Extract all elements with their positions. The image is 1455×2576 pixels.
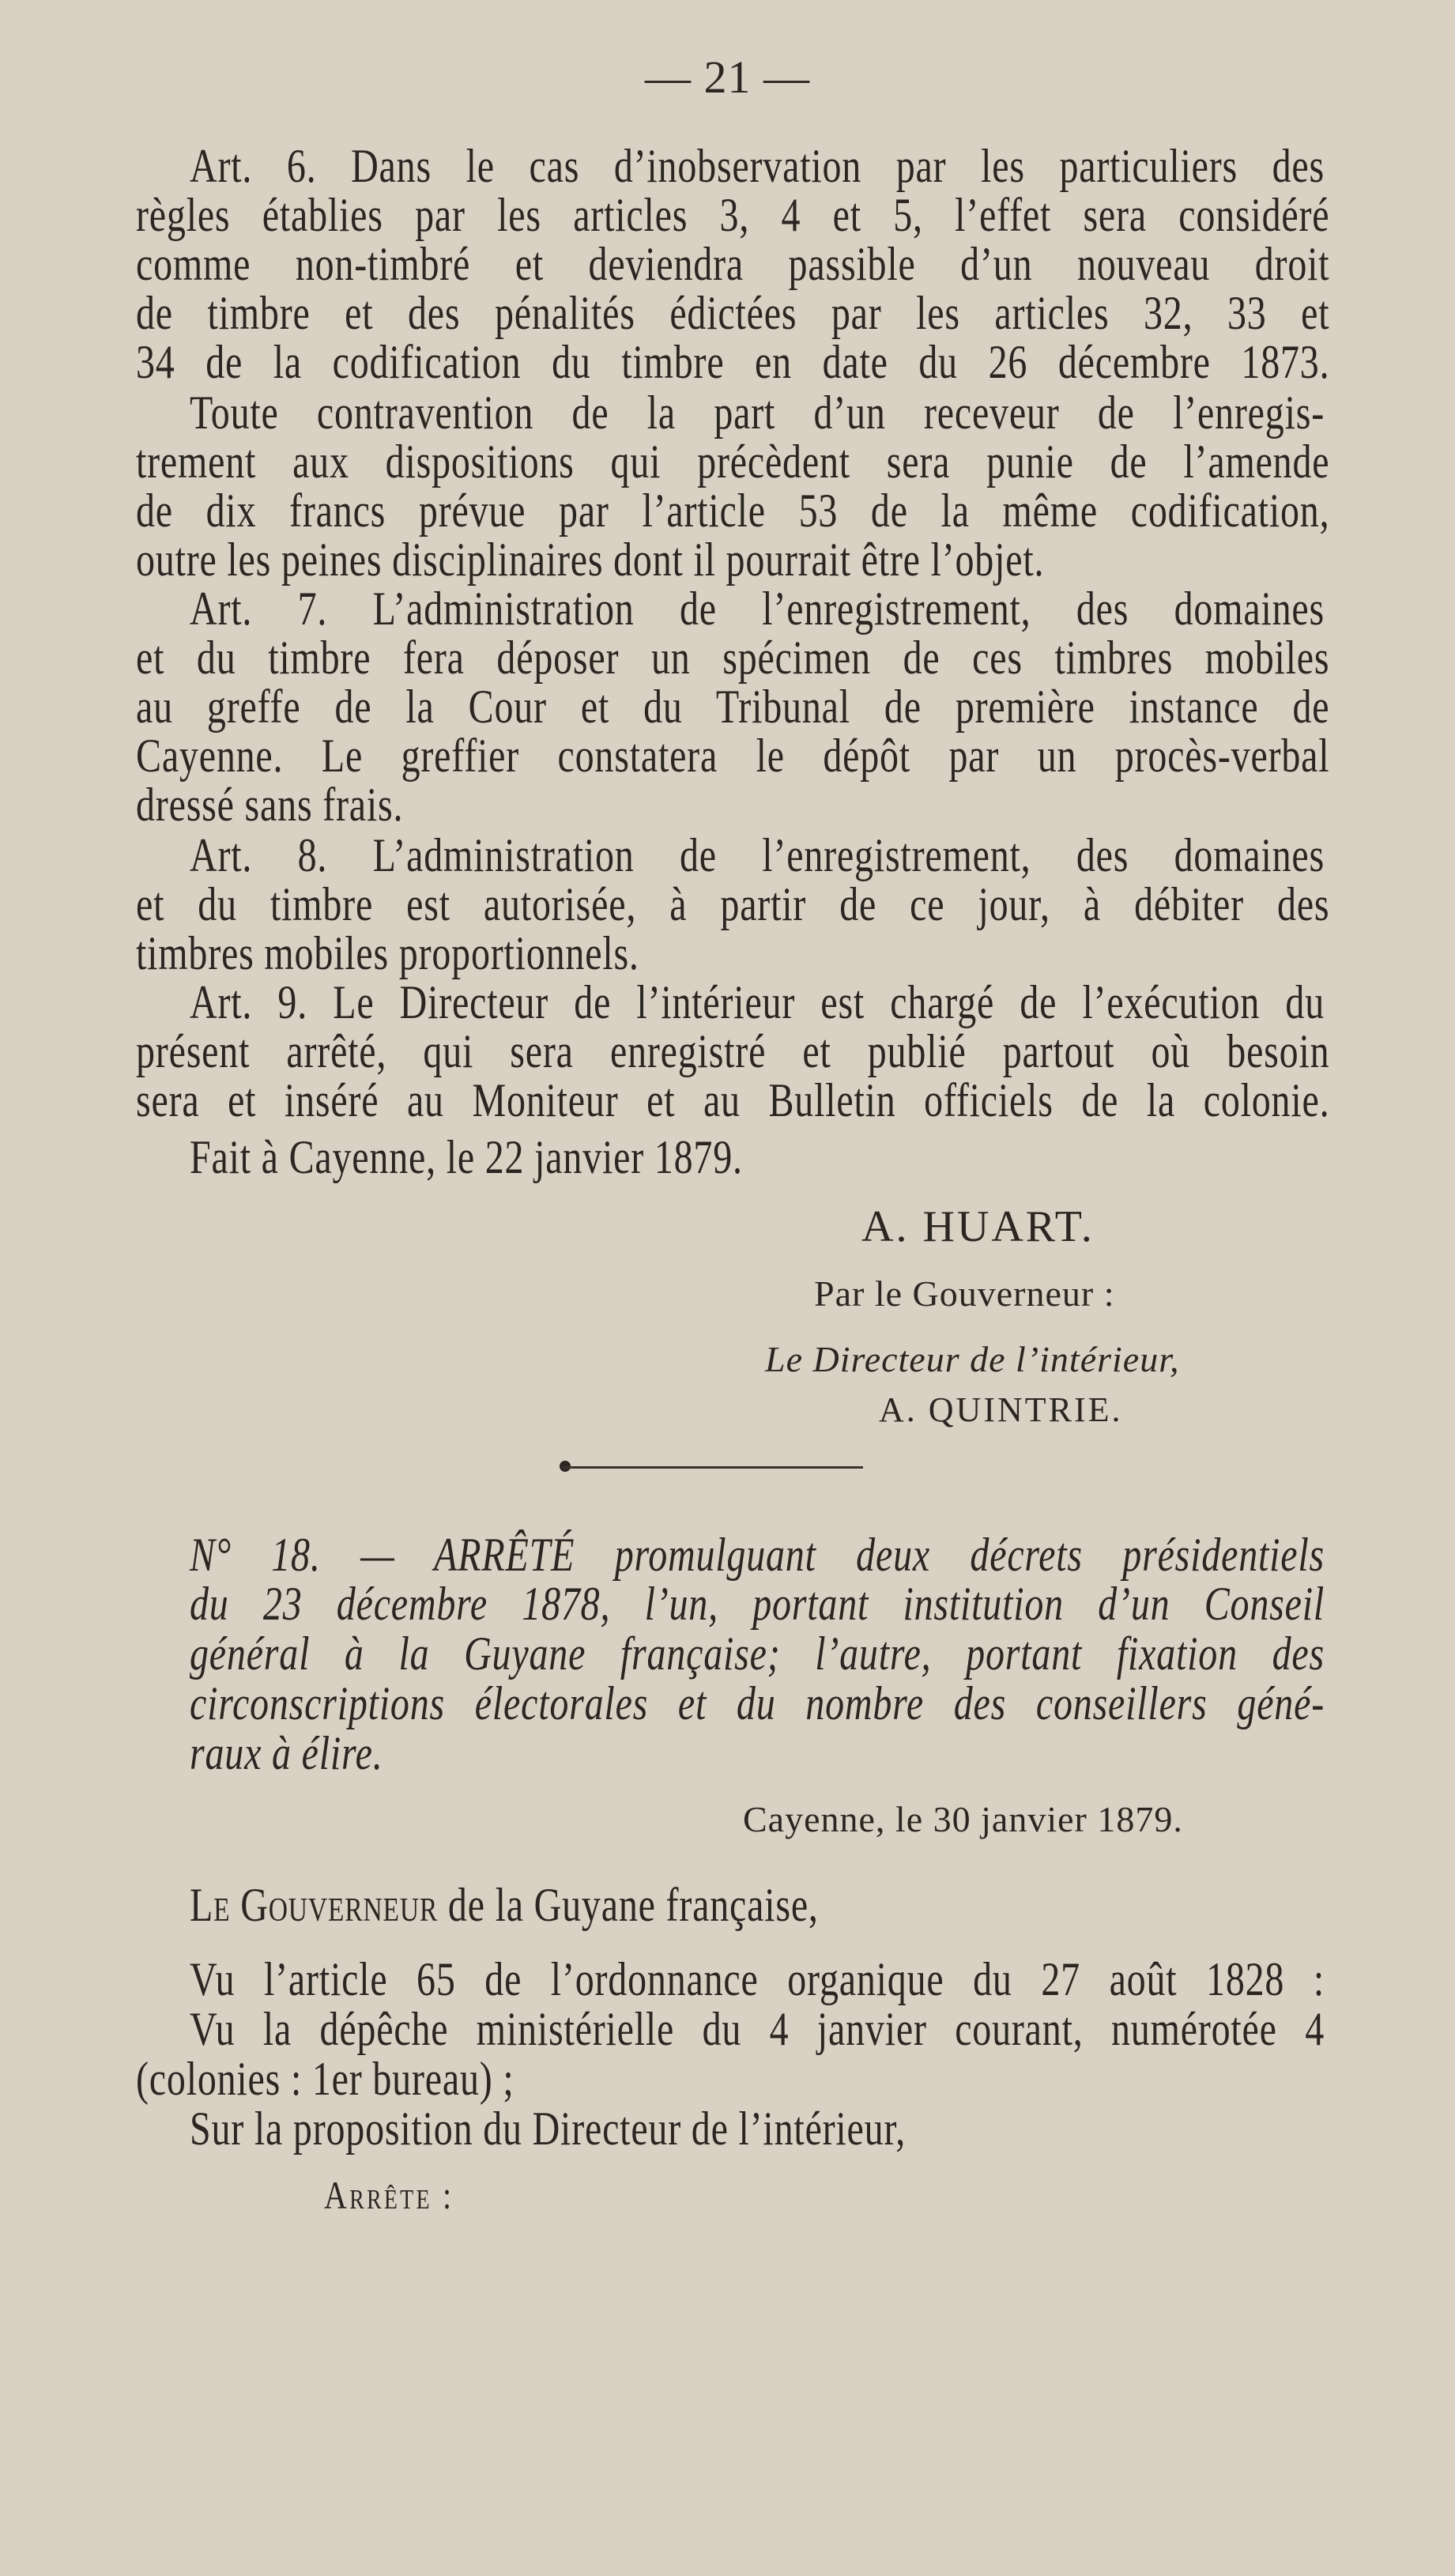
art8-line3: timbres mobiles proportionnels. [136,927,639,979]
separator-rule [563,1466,863,1469]
contravention-line1: Toute contravention de la part d’un receveur de l’enregis- [190,387,1325,439]
art9-line2: présent arrêté, qui sera enregistré et publié partout où besoin [136,1025,1330,1077]
arrete-date: Cayenne, le 30 janvier 1879. [743,1799,1183,1839]
directeur-interieur: Le Directeur de l’intérieur, [765,1339,1180,1379]
vu-depeche-line1: Vu la dépêche ministérielle du 4 janvier courant, numérotée 4 [190,2003,1325,2055]
contravention-line4: outre les peines disciplinaires dont il pourrait être l’objet. [136,534,1045,586]
arrete-heading-line2: du 23 décembre 1878, l’un, portant institution d’un Conseil [190,1578,1325,1630]
signature-huart: A. HUART. [861,1202,1095,1251]
art6-line5: 34 de la codification du timbre en date du 26 décembre 1873. [136,336,1330,388]
fait-a-cayenne: Fait à Cayenne, le 22 janvier 1879. [190,1131,743,1183]
arrete-heading-line3: général à la Guyane française; l’autre, portant fixation des [190,1627,1325,1680]
arrete-heading-line4: circonscriptions électorales et du nombre des conseillers géné- [190,1677,1325,1729]
le-gouverneur-line [190,1880,1144,1930]
art6-line3: comme non-timbré et deviendra passible d’un nouveau droit [136,238,1330,290]
art7-line2: et du timbre fera déposer un spécimen de ces timbres mobiles [136,632,1330,684]
art6-line2: règles établies par les articles 3, 4 et 5, l’effet sera considéré [136,189,1330,241]
le-gouverneur-smallcaps: Le Gouverneur [190,1879,439,1931]
art7-line1: Art. 7. L’administration de l’enregistrement, des domaines [190,583,1325,635]
contravention-line2: trement aux dispositions qui précèdent sera punie de l’amende [136,436,1330,488]
art7-line4: Cayenne. Le greffier constatera le dépôt par un procès-verbal [136,730,1330,782]
arrete-word: Arrête : [324,2173,454,2217]
arrete-heading-line1: N° 18. — ARRÊTÉ promulguant deux décrets présidentiels [190,1529,1325,1581]
par-le-gouverneur: Par le Gouverneur : [814,1273,1115,1314]
art6-line1: Art. 6. Dans le cas d’inobservation par les particuliers des [190,140,1325,192]
le-gouverneur-rest: de la Guyane française, [438,1879,819,1931]
art6-line4: de timbre et des pénalités édictées par les articles 32, 33 et [136,287,1330,339]
art8-line2: et du timbre est autorisée, à partir de ce jour, à débiter des [136,878,1330,930]
art9-line3: sera et inséré au Moniteur et au Bulletin officiels de la colonie. [136,1074,1330,1126]
art9-line1: Art. 9. Le Directeur de l’intérieur est chargé de l’exécution du [190,976,1325,1028]
art7-line5: dressé sans frais. [136,779,404,831]
art7-line3: au greffe de la Cour et du Tribunal de première instance de [136,681,1330,733]
contravention-line3: de dix francs prévue par l’article 53 de la même codification, [136,485,1330,537]
arrete-heading-line5: raux à élire. [190,1727,383,1779]
vu-depeche-line2: (colonies : 1er bureau) ; [136,2053,515,2105]
signature-quintrie: A. QUINTRIE. [879,1390,1123,1429]
sur-la-proposition: Sur la proposition du Directeur de l’intérieur, [190,2103,907,2155]
page-number: — 21 — [645,51,810,103]
vu-article-65: Vu l’article 65 de l’ordonnance organique du 27 août 1828 : [190,1953,1325,2005]
art8-line1: Art. 8. L’administration de l’enregistrement, des domaines [190,829,1325,881]
